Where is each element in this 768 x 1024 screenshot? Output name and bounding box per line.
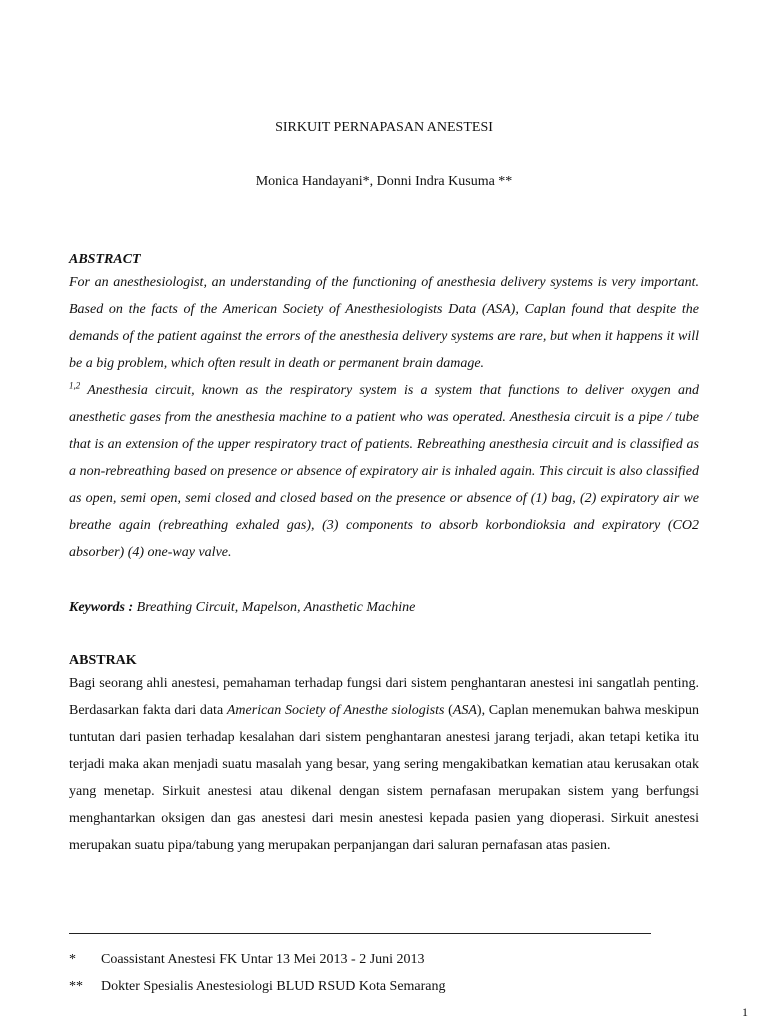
footnotes — [69, 946, 699, 1000]
abstrak-indonesian — [69, 653, 699, 859]
abstrak-body — [69, 670, 699, 859]
keywords-line — [69, 600, 699, 616]
paper-title: SIRKUIT PERNAPASAN ANESTESI — [275, 120, 493, 135]
abstrak-heading: ABSTRAK — [69, 653, 137, 668]
footnote-text: Dokter Spesialis Anestesiologi BLUD RSUD Kota Semarang — [101, 978, 446, 994]
abstract-english — [69, 252, 699, 566]
keywords-text: Breathing Circuit, Mapelson, Anasthetic Machine — [133, 600, 416, 615]
abstrak-text-part2: ( — [444, 703, 453, 718]
abstrak-org-name: American Society of Anesthe siologists — [226, 703, 445, 718]
footnote-mark: * — [69, 951, 76, 967]
abstract-body — [69, 269, 699, 566]
abstrak-org-abbr: ASA — [452, 703, 477, 718]
abstract-text-part2: Anesthesia circuit, known as the respiratory system is a system that functions to deliver oxygen and anesthetic gases from the anesthesia machine to a patient who was operated. Anesthesia circuit is a pipe / tube that is an extension of the upper respiratory tract of patients. Rebreathing anesthesia circuit and is classified as a non-rebreathing based on presence or absence of expiratory air is inhaled again. This circuit is also classified as open, semi open, semi closed and closed based on the presence or absence of (1) bag, (2) expiratory air we breathe again (rebreathing exhaled gas), (3) components to absorb korbondioksia and expiratory (CO2 absorber) (4) one-way valve. — [69, 383, 699, 560]
page-number: 1 — [742, 1005, 748, 1019]
abstract-citation: 1,2 — [69, 380, 81, 391]
footnote-item — [69, 973, 699, 1000]
abstrak-text-part3: ), Caplan menemukan bahwa meskipun tuntutan dari pasien terhadap kesalahan dari sistem penghantaran anestesi jarang terjadi, akan tetapi ketika itu terjadi maka akan menjadi suatu masalah yang besar, yang sering mengakibatkan kematian atau kerusakan otak yang menetap. Sirkuit anestesi atau dikenal dengan sistem pernafasan merupakan sistem yang berfungsi menghantarkan oksigen dan gas anestesi dari mesin anestesi kepada pasien yang dioperasi. Sirkuit anestesi merupakan suatu pipa/tabung yang merupakan perpanjangan dari saluran pernafasan atas pasien. — [69, 703, 699, 853]
footnote-text: Coassistant Anestesi FK Untar 13 Mei 2013 - 2 Juni 2013 — [101, 951, 425, 967]
abstract-text-part1: For an anesthesiologist, an understanding of the functioning of anesthesia delivery systems is very important. Based on the facts of the American Society of Anesthesiologists Data (ASA), Caplan found that despite the demands of the patient against the errors of the anesthesia delivery systems are rare, but when it happens it will be a big problem, which often result in death or permanent brain damage. — [69, 275, 699, 371]
keywords-label: Keywords : — [69, 600, 134, 615]
footnote-item — [69, 946, 699, 973]
abstract-heading: ABSTRACT — [69, 252, 141, 267]
paper-authors: Monica Handayani*, Donni Indra Kusuma ** — [255, 174, 513, 189]
footnote-divider — [69, 933, 651, 934]
abstrak-text-part1: Bagi seorang ahli anestesi, pemahaman terhadap fungsi dari sistem penghantaran anestesi ini sangatlah penting. Berdasarkan fakta dari data — [69, 676, 699, 718]
footnote-mark: ** — [69, 978, 83, 994]
